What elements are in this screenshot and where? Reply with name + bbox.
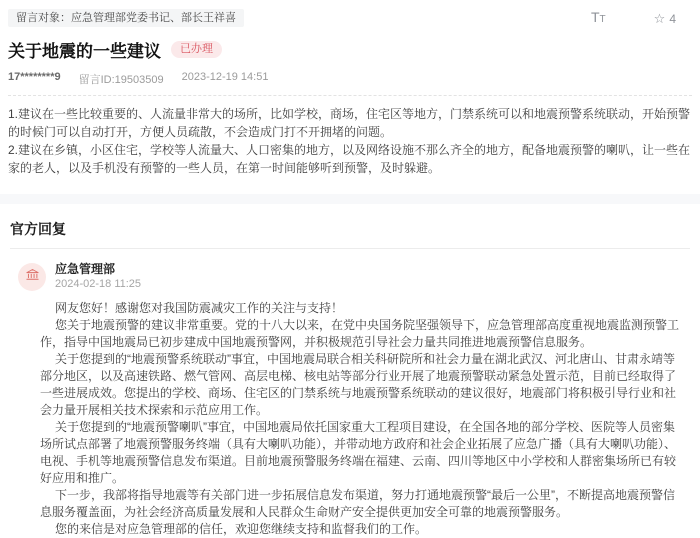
avatar	[18, 263, 46, 291]
message-target-badge: 留言对象：应急管理部党委书记、部长王祥喜	[8, 9, 244, 27]
reply-section-title: 官方回复	[10, 221, 66, 237]
section-gap	[0, 194, 700, 204]
top-actions	[591, 8, 676, 29]
user-phone: 17********9	[8, 71, 61, 83]
message-paragraph: 2.建议在乡镇，小区住宅，学校等人流量大、人口密集的地方，以及网络设施不那么齐全的地方，配备地震预警的喇叭，让一些在家的老人，以及手机没有预警的一些人员，在第一时间能够听到预警，及时躲避。	[8, 143, 691, 175]
government-building-icon	[25, 267, 40, 287]
reply-author-row	[10, 262, 690, 291]
reply-divider	[10, 248, 690, 249]
message-paragraph: 1.建议在一些比较重要的、人流量非常大的场所，比如学校，商场，住宅区等地方，门禁系统可以和地震预警系统联动，开始预警的时候门可以自动打开，方便人员疏散，不会造成门打不开拥堵的问题。	[8, 107, 691, 139]
reply-paragraph: 关于您提到的“地震预警喇叭”事宜，中国地震局依托国家重大工程项目建设，在全国各地的部分学校、医院等人员密集场所试点部署了地震预警服务终端（具有大喇叭功能），并带动地方政府和社会企业拓展了应急广播（具有大喇叭功能）、电视、手机等地震预警信息发布渠道。目前地震预警服务终端在福建、云南、四川等地区中小学校和人群密集场所已有较好应用和推广。	[40, 420, 677, 485]
star-count: 4	[669, 11, 676, 26]
star-icon: ☆	[653, 10, 666, 26]
reply-paragraph: 您关于地震预警的建议非常重要。党的十八大以来，在党中央国务院坚强领导下，应急管理部高度重视地震监测预警工作，指导中国地震局已初步建成中国地震预警网，并积极规范引导社会力量共同推进地震预警信息服务。	[40, 318, 680, 349]
message-id: 留言ID:19503509	[78, 74, 164, 86]
reply-paragraph: 下一步，我部将指导地震等有关部门进一步拓展信息发布渠道，努力打通地震预警“最后一公里”，不断提高地震预警信息服务覆盖面，为社会经济高质量发展和人民群众生命财产安全提供更加安全可靠的地震预警服务。	[40, 488, 675, 519]
page-title: 关于地震的一些建议	[8, 42, 161, 61]
reply-date: 2024-02-18 11:25	[55, 278, 142, 290]
status-badge: 已办理	[171, 41, 222, 58]
reply-body	[10, 300, 690, 538]
reply-paragraph: 网友您好！感谢您对我国防震减灾工作的关注与支持！	[55, 301, 344, 315]
message-section	[0, 0, 700, 177]
font-size-toggle-icon[interactable]: TT	[590, 9, 606, 25]
star-button[interactable]	[654, 11, 676, 27]
dashed-divider	[8, 95, 692, 96]
reply-paragraph: 您的来信是对应急管理部的信任，欢迎您继续支持和监督我们的工作。	[55, 522, 428, 536]
reply-paragraph: 关于您提到的“地震预警系统联动”事宜，中国地震局联合相关科研院所和社会力量在湖北武汉、河北唐山、甘肃永靖等部分地区，以及高速铁路、燃气管网、高层电梯、核电站等部分行业开展了地震预警联动紧急处置示范，目前已经取得了一些进展成效。您提出的学校、商场、住宅区的门禁系统与地震预警系统联动的建议很好，地震部门将积极引导行业和社会力量开展相关技术探索和示范应用工作。	[40, 352, 677, 417]
message-body	[8, 105, 692, 177]
official-reply-section	[0, 204, 700, 538]
title-row	[8, 37, 692, 62]
author-info	[55, 262, 141, 291]
meta-row	[8, 71, 692, 87]
reply-author-name: 应急管理部	[55, 262, 116, 276]
message-date: 2023-12-19 14:51	[181, 71, 269, 83]
